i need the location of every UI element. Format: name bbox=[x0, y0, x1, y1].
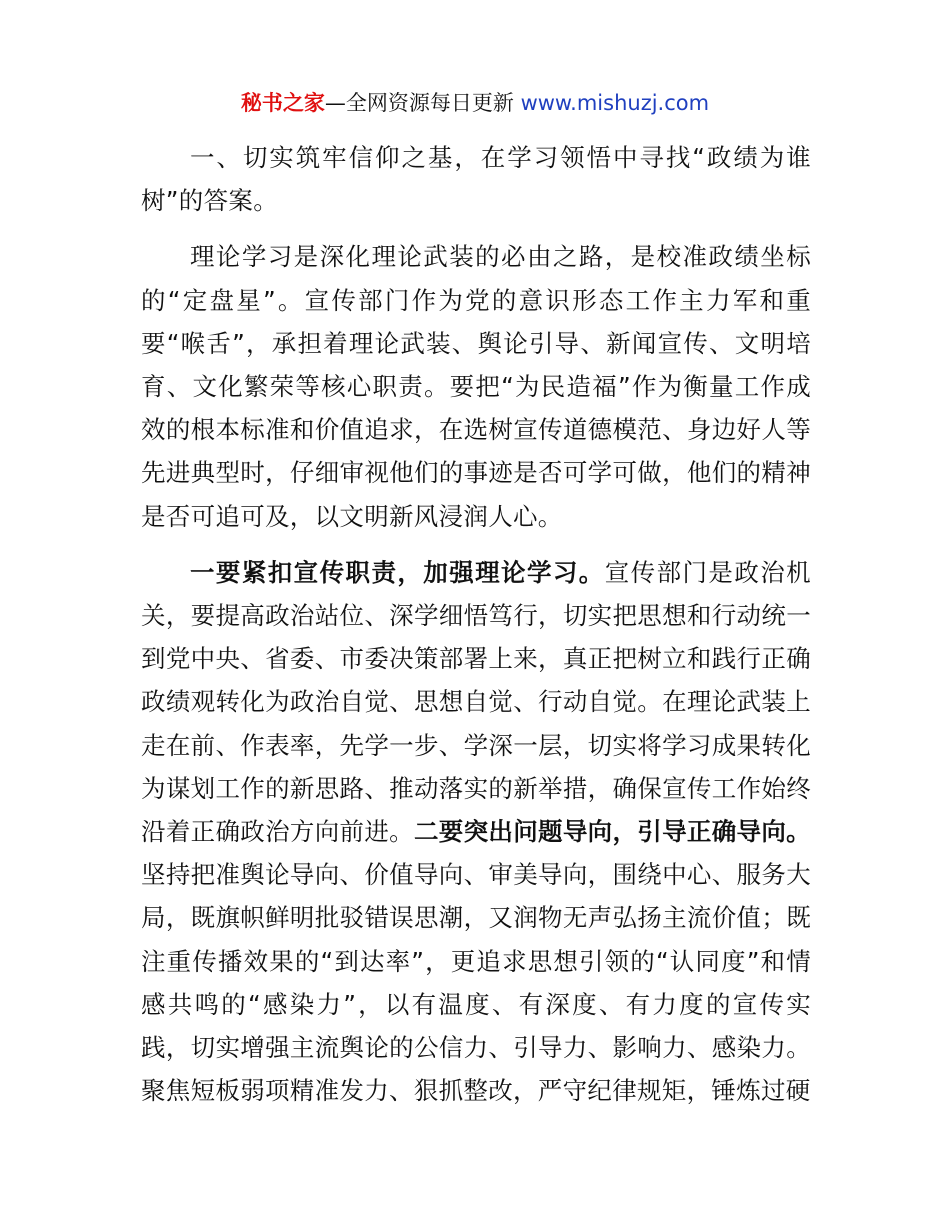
section-heading: 一、切实筑牢信仰之基，在学习领悟中寻找“政绩为谁树”的答案。 bbox=[141, 143, 811, 216]
site-url-link[interactable]: www.mishuzj.com bbox=[520, 91, 710, 115]
paragraph-1: 理论学习是深化理论武装的必由之路，是校准政绩坐标的“定盘星”。宣传部门作为党的意识形态工作主力军和重要“喉舌”，承担着理论武装、舆论引导、新闻宣传、文明培育、文化繁荣等核心职责。要把“为民造福”作为衡量工作成效的根本标准和价值追求，在选树宣传道德模范、身边好人等先进典型时，仔细审视他们的事迹是否可学可做，他们的精神是否可追可及，以文明新风浸润人心。 bbox=[141, 242, 811, 531]
point-1-title: 一要紧扣宣传职责，加强理论学习。 bbox=[190, 557, 605, 587]
brand-name: 秘书之家 bbox=[240, 91, 325, 115]
document-body bbox=[141, 136, 811, 1112]
point-1-text: 宣传部门是政治机关，要提高政治站位、深学细悟笃行，切实把思想和行动统一到党中央、省委、市委决策部署上来，真正把树立和践行正确政绩观转化为政治自觉、思想自觉、行动自觉。在理论武装上走在前、作表率，先学一步、学深一层，切实将学习成果转化为谋划工作的新思路、推动落实的新举措，确保宣传工作始终沿着正确政治方向前进。 bbox=[141, 557, 811, 847]
paragraph-2 bbox=[141, 551, 811, 1113]
header-tagline: —全网资源每日更新 bbox=[324, 91, 514, 115]
point-2-text: 坚持把准舆论导向、价值导向、审美导向，围绕中心、服务大局，既旗帜鲜明批驳错误思潮，又润物无声弘扬主流价值；既注重传播效果的“到达率”，更追求思想引领的“认同度”和情感共鸣的“感染力”，以有温度、有深度、有力度的宣传实践，切实增强主流舆论的公信力、引导力、影响力、感染力。聚焦短板弱项精准发力、狠抓整改，严守纪律规矩，锤炼过硬 bbox=[141, 860, 811, 1106]
site-header bbox=[0, 88, 950, 118]
point-2-title: 二要突出问题导向，引导正确导向。 bbox=[413, 817, 811, 847]
